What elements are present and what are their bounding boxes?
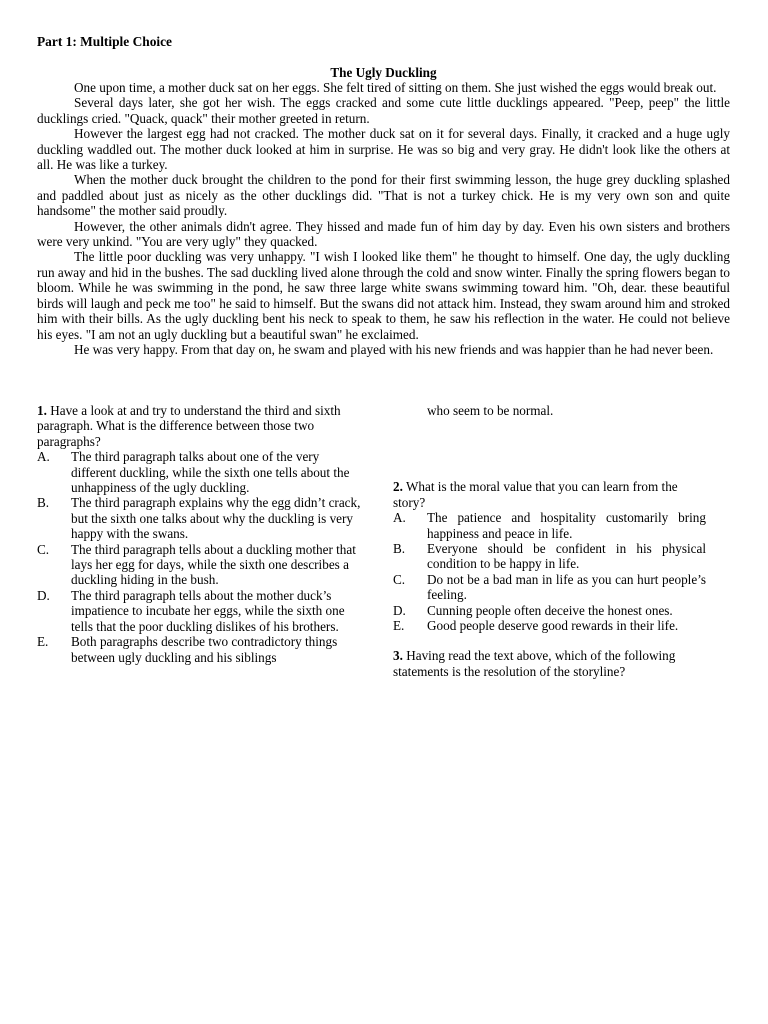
option-letter: D.	[393, 602, 406, 618]
question-1-number: 1.	[37, 403, 47, 418]
option-letter: C.	[393, 571, 406, 587]
question-1-option-d[interactable]	[37, 588, 367, 634]
story-paragraph-4: When the mother duck brought the children to the pond for their first swimming lesson, the huge grey duckling splashed and paddled about just as nicely as the other ducklings did. "That is not a turkey chick. He is my very own son and quite handsome" the mother said proudly.	[37, 172, 730, 219]
story-paragraph-2: Several days later, she got her wish. The eggs cracked and some cute little ducklings appeared. "Peep, peep" the little ducklings cried. "Quack, quack" their mother greeted in return.	[37, 95, 730, 126]
question-1-option-e-continuation: who seem to be normal.	[427, 403, 554, 418]
story-paragraph-6: The little poor duckling was very unhappy. "I wish I looked like them" he thought to himself. One day, the ugly duckling run away and hid in the bushes. The sad duckling lived alone through the cold and snow winter. Finally the spring flowers began to bloom. While he was swimming in the pond, he saw three large white swans swimming toward him. "Oh, dear. these beautiful birds will laugh and peck me too" he said to himself. But the swans did not attack him. Instead, they swam around him and stroked him with their bills. As the ugly duckling bent his neck to speak to them, he saw his reflection in the water. He could not believe his eyes. "I am not an ugly duckling but a beautiful swan" he exclaimed.	[37, 249, 730, 342]
question-3	[393, 648, 706, 679]
option-text: Good people deserve good rewards in their life.	[427, 618, 679, 634]
right-column	[393, 403, 706, 679]
question-2-stem	[393, 479, 706, 510]
story-paragraph-3: However the largest egg had not cracked. The mother duck sat on it for several days. Finally, it cracked and a huge ugly duckling waddled out. The mother duck looked at him in surprise. He was so big and very gray. He didn't look like the others at all. He was like a turkey.	[37, 126, 730, 173]
option-text: Do not be a bad man in life as you can hurt people’s feeling.	[427, 571, 706, 603]
question-2-text: What is the moral value that you can learn from the story?	[393, 479, 678, 510]
story-paragraph-5: However, the other animals didn't agree. They hissed and made fun of him day by day. Even his own sisters and brothers were very unkind. "You are very ugly" they quacked.	[37, 218, 730, 250]
option-letter: B.	[37, 495, 50, 511]
question-1-option-e[interactable]	[37, 634, 367, 665]
question-1-stem	[37, 403, 367, 449]
question-2-number: 2.	[393, 479, 403, 495]
option-letter: A.	[393, 510, 406, 526]
story-paragraph-1: One upon time, a mother duck sat on her eggs. She felt tired of sitting on them. She just wished the eggs would break out.	[74, 80, 717, 95]
option-text: Everyone should be confident in his physical condition to be happy in life.	[427, 541, 706, 572]
option-letter: E.	[37, 634, 49, 650]
question-2-option-b[interactable]	[393, 541, 706, 572]
option-text: The third paragraph tells about a duckling mother that lays her egg for days, while the sixth one describes a duckling hiding in the bush.	[71, 541, 356, 588]
option-text: The third paragraph talks about one of the very different duckling, while the sixth one tells about the unhappiness of the ugly duckling.	[71, 449, 350, 496]
question-1-option-b[interactable]	[37, 495, 367, 541]
question-2	[393, 479, 706, 633]
question-2-option-c[interactable]	[393, 572, 706, 603]
option-letter: E.	[393, 618, 405, 634]
option-letter: D.	[37, 587, 50, 603]
option-text: The third paragraph tells about the mother duck’s impatience to incubate her eggs, while the sixth one tells that the poor duckling dislikes of his brothers.	[71, 587, 345, 634]
question-3-text: Having read the text above, which of the following statements is the resolution of the storyline?	[393, 648, 676, 679]
question-3-stem	[393, 648, 706, 679]
option-text: The patience and hospitality customarily bring happiness and peace in life.	[427, 510, 706, 541]
question-1-option-c[interactable]	[37, 542, 367, 588]
part-title: Part 1: Multiple Choice	[37, 34, 172, 49]
question-2-option-d[interactable]	[393, 603, 706, 618]
option-letter: A.	[37, 449, 50, 465]
story-text	[37, 80, 730, 357]
story-paragraph-7: He was very happy. From that day on, he swam and played with his new friends and was happier than he had never been.	[74, 341, 714, 357]
question-3-number: 3.	[393, 648, 403, 664]
question-2-option-a[interactable]	[393, 510, 706, 541]
question-2-option-e[interactable]	[393, 618, 706, 633]
option-text: Both paragraphs describe two contradictory things between ugly duckling and his siblings	[71, 634, 338, 665]
column-spacer	[393, 418, 706, 479]
option-text: The third paragraph explains why the egg didn’t crack, but the sixth one talks about why the duckling is very happy with the swans.	[71, 495, 361, 542]
option-letter: B.	[393, 541, 406, 557]
question-1	[37, 403, 367, 665]
option-text: Cunning people often deceive the honest ones.	[427, 602, 673, 618]
story-title: The Ugly Duckling	[330, 65, 437, 80]
option-letter: C.	[37, 541, 50, 557]
question-1-text: Have a look at and try to understand the third and sixth paragraph. What is the difference between those two paragraphs?	[37, 403, 341, 449]
column-spacer	[393, 633, 706, 648]
question-1-option-a[interactable]	[37, 449, 367, 495]
